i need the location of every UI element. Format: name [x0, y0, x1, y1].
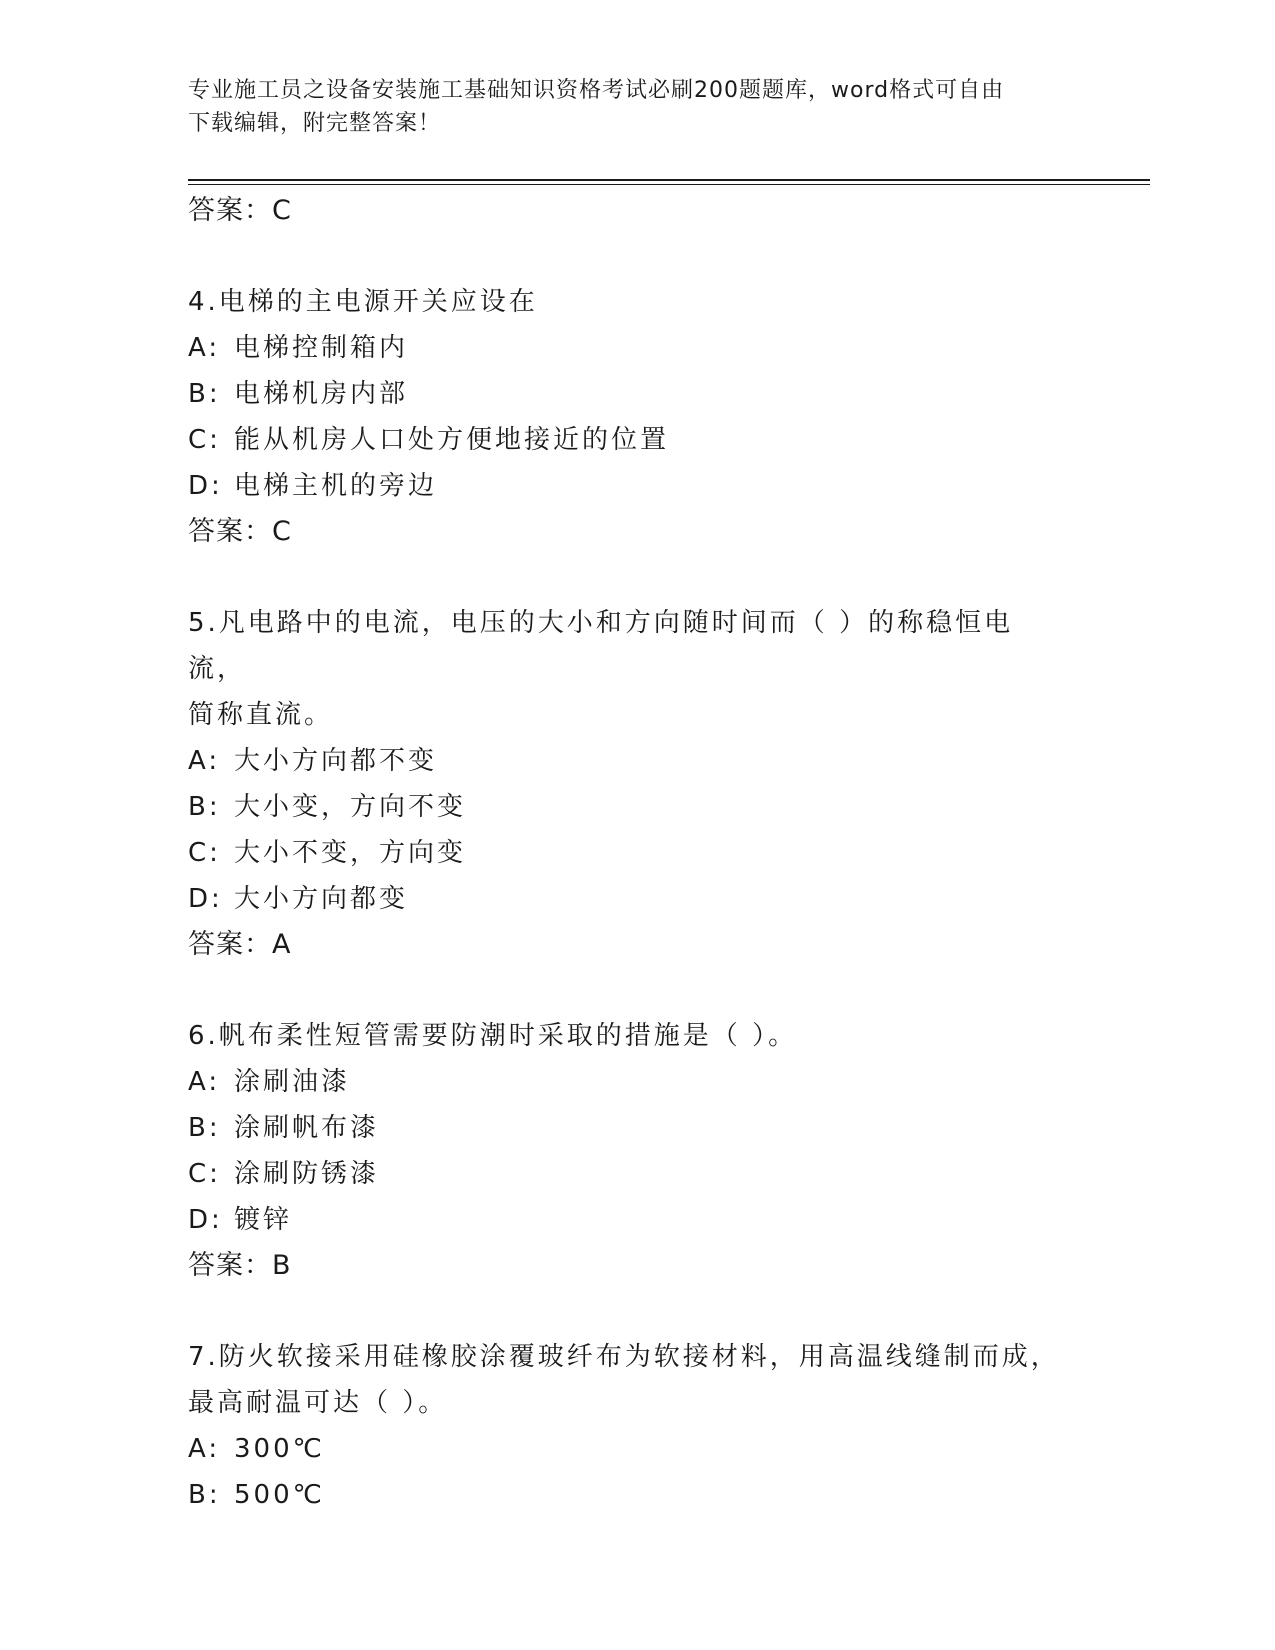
- option-b: [188, 1105, 1068, 1151]
- option-key: C:: [188, 1159, 221, 1189]
- question-block: [188, 1334, 1068, 1518]
- option-key: B:: [188, 379, 221, 409]
- header-line-1: 专业施工员之设备安装施工基础知识资格考试必刷200题题库，word格式可自由: [188, 78, 1005, 103]
- option-text: 电梯机房内部: [234, 379, 409, 409]
- answer-line: 答案：B: [188, 1250, 292, 1281]
- answer-line: 答案：A: [188, 929, 292, 960]
- option-key: C:: [188, 425, 221, 455]
- option-key: D:: [188, 884, 223, 914]
- option-c: [188, 1151, 1068, 1197]
- answer-line: 答案：C: [188, 195, 292, 226]
- option-c: [188, 830, 1068, 876]
- option-d: [188, 876, 1068, 922]
- page-header: [188, 74, 1068, 140]
- option-text: 300℃: [234, 1434, 325, 1464]
- option-key: B:: [188, 792, 221, 822]
- option-key: D:: [188, 1205, 223, 1235]
- option-a: [188, 1426, 1068, 1472]
- option-text: 大小变，方向不变: [234, 792, 467, 822]
- option-text: 大小不变，方向变: [234, 838, 467, 868]
- question-stem: 7.防火软接采用硅橡胶涂覆玻纤布为软接材料，用高温线缝制而成，: [188, 1342, 1060, 1372]
- option-b: [188, 1472, 1068, 1518]
- answer-line: 答案：C: [188, 516, 292, 547]
- option-text: 大小方向都不变: [234, 746, 438, 776]
- question-list: [188, 188, 1068, 1518]
- option-text: 电梯控制箱内: [234, 333, 409, 363]
- option-a: [188, 1059, 1068, 1105]
- option-text: 大小方向都变: [234, 884, 409, 914]
- option-text: 镀锌: [234, 1205, 293, 1235]
- option-text: 能从机房人口处方便地接近的位置: [234, 425, 670, 455]
- question-block: [188, 1013, 1068, 1289]
- option-key: A:: [188, 1067, 221, 1097]
- option-text: 涂刷防锈漆: [234, 1159, 380, 1189]
- question-stem-continued: 最高耐温可达（ ）。: [188, 1388, 448, 1418]
- option-key: B:: [188, 1480, 221, 1510]
- header-rule-thick: [188, 179, 1150, 181]
- header-rule-thin: [188, 184, 1150, 185]
- option-b: [188, 371, 1068, 417]
- option-text: 涂刷油漆: [234, 1067, 351, 1097]
- option-c: [188, 417, 1068, 463]
- option-key: A:: [188, 333, 221, 363]
- question-stem-continued: 简称直流。: [188, 700, 334, 730]
- question-stem: 6.帆布柔性短管需要防潮时采取的措施是（ ）。: [188, 1021, 798, 1051]
- option-text: 500℃: [234, 1480, 325, 1510]
- question-stem: 5.凡电路中的电流，电压的大小和方向随时间而（ ）的称稳恒电流，: [188, 608, 1014, 684]
- option-key: A:: [188, 1434, 221, 1464]
- option-key: A:: [188, 746, 221, 776]
- option-key: C:: [188, 838, 221, 868]
- question-block: [188, 279, 1068, 555]
- option-key: D:: [188, 471, 223, 501]
- question-block: [188, 600, 1068, 968]
- option-b: [188, 784, 1068, 830]
- option-text: 电梯主机的旁边: [234, 471, 438, 501]
- option-d: [188, 463, 1068, 509]
- option-key: B:: [188, 1113, 221, 1143]
- option-d: [188, 1197, 1068, 1243]
- question-stem: 4.电梯的主电源开关应设在: [188, 287, 538, 317]
- option-a: [188, 325, 1068, 371]
- option-a: [188, 738, 1068, 784]
- header-line-2: 下载编辑，附完整答案！: [188, 111, 442, 136]
- option-text: 涂刷帆布漆: [234, 1113, 380, 1143]
